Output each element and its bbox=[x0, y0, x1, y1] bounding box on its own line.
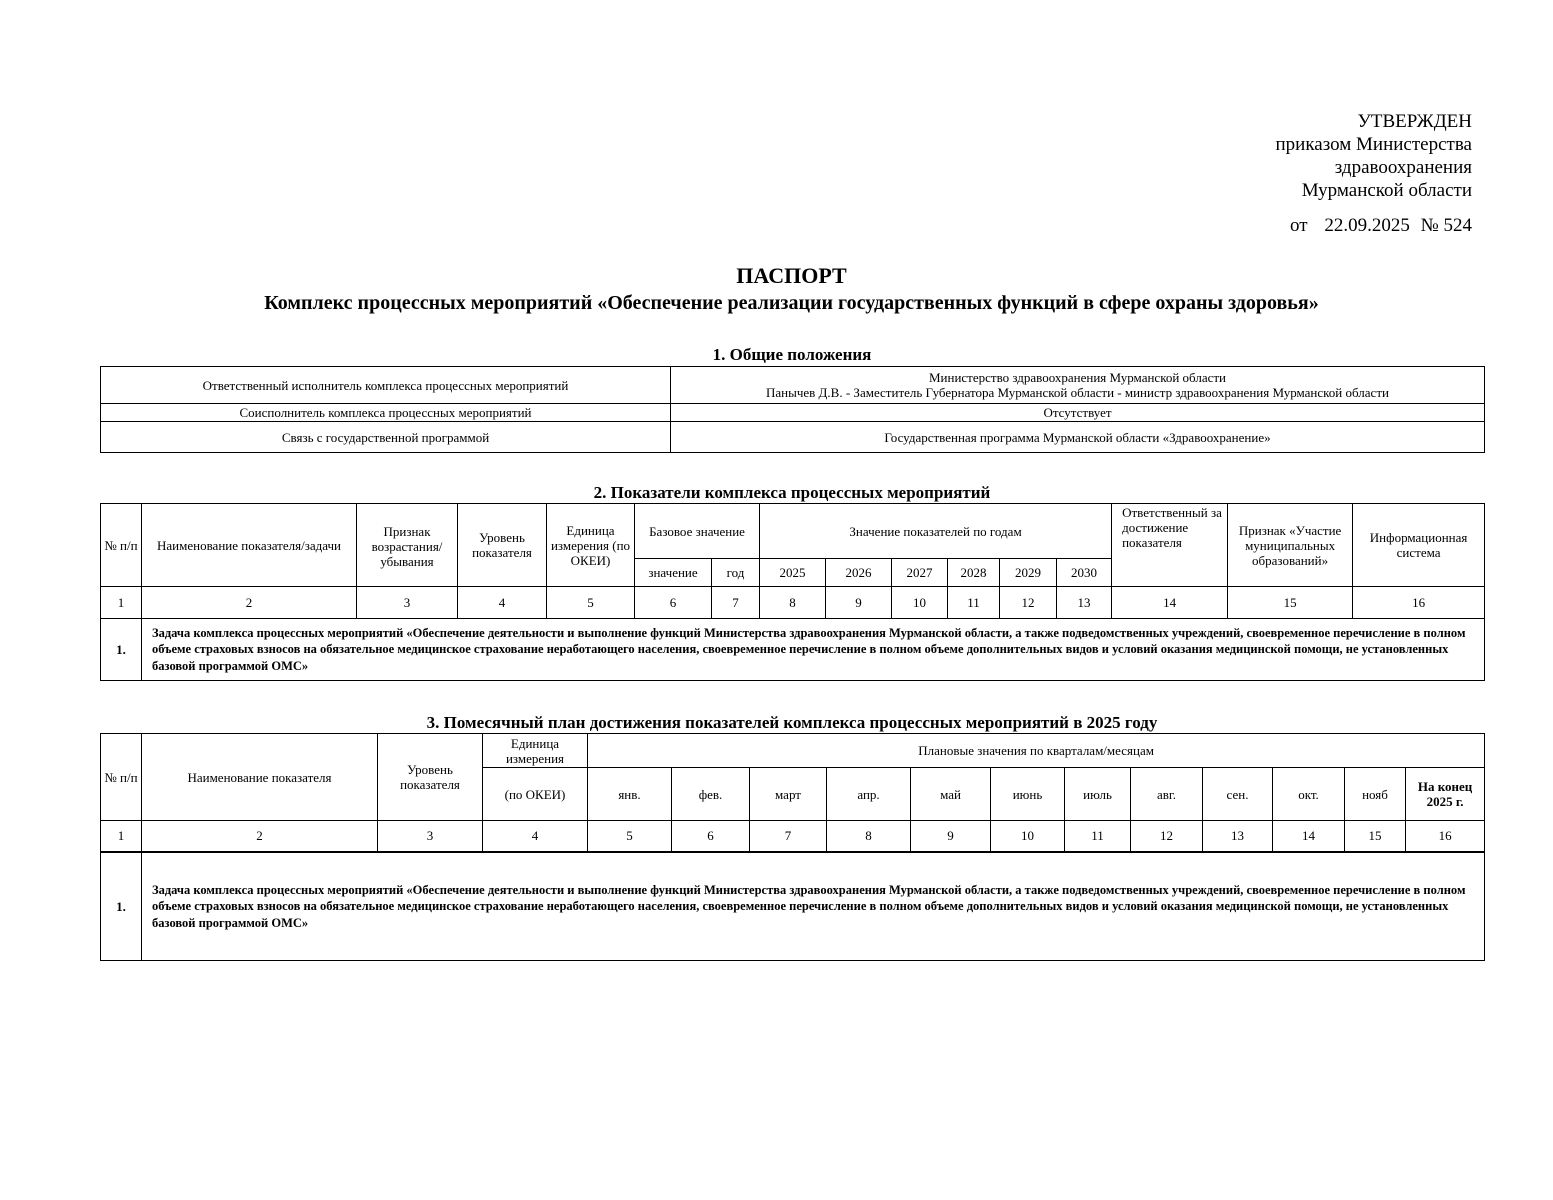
col-header-base-value: значение bbox=[635, 559, 712, 587]
col-header-month: сен. bbox=[1203, 768, 1273, 821]
col-header-month: фев. bbox=[672, 768, 750, 821]
indicators-table bbox=[100, 503, 1485, 681]
row-value: Государственная программа Мурманской области «Здравоохранение» bbox=[671, 422, 1485, 453]
col-header-month: март bbox=[750, 768, 827, 821]
monthly-plan-table bbox=[100, 733, 1485, 961]
col-header-year: 2027 bbox=[892, 559, 948, 587]
row-label: Соисполнитель комплекса процессных мероприятий bbox=[101, 404, 671, 422]
col-number: 3 bbox=[357, 587, 458, 619]
approval-line-1: УТВЕРЖДЕН bbox=[1357, 111, 1472, 132]
col-header-unit-sub: (по ОКЕИ) bbox=[483, 768, 588, 821]
col-number: 15 bbox=[1345, 821, 1406, 852]
col-number: 10 bbox=[892, 587, 948, 619]
col-number: 12 bbox=[1000, 587, 1057, 619]
col-header-month: апр. bbox=[827, 768, 911, 821]
header-row bbox=[101, 734, 1485, 768]
table-row bbox=[101, 404, 1485, 422]
row-value bbox=[671, 367, 1485, 404]
col-number: 5 bbox=[547, 587, 635, 619]
col-number: 11 bbox=[948, 587, 1000, 619]
col-header-year: 2029 bbox=[1000, 559, 1057, 587]
col-header-month: нояб bbox=[1345, 768, 1406, 821]
col-number: 16 bbox=[1406, 821, 1485, 852]
col-number: 8 bbox=[760, 587, 826, 619]
col-header-month: июнь bbox=[991, 768, 1065, 821]
col-number: 15 bbox=[1228, 587, 1353, 619]
column-number-row bbox=[101, 821, 1485, 852]
col-header-plan: Плановые значения по кварталам/месяцам bbox=[588, 734, 1485, 768]
col-number: 4 bbox=[458, 587, 547, 619]
col-header-year: 2028 bbox=[948, 559, 1000, 587]
col-number: 9 bbox=[911, 821, 991, 852]
col-header-level: Уровень показателя bbox=[378, 734, 483, 821]
row-label: Связь с государственной программой bbox=[101, 422, 671, 453]
document-title: ПАСПОРТ bbox=[736, 263, 847, 288]
col-header-name: Наименование показателя bbox=[142, 734, 378, 821]
col-header-month: авг. bbox=[1131, 768, 1203, 821]
col-header-month: окт. bbox=[1273, 768, 1345, 821]
col-header-unit: Единица измерения bbox=[483, 734, 588, 768]
col-number: 6 bbox=[672, 821, 750, 852]
col-number: 13 bbox=[1057, 587, 1112, 619]
col-header-year: 2026 bbox=[826, 559, 892, 587]
col-number: 11 bbox=[1065, 821, 1131, 852]
col-number: 14 bbox=[1112, 587, 1228, 619]
col-header-month: июль bbox=[1065, 768, 1131, 821]
approval-number: № 524 bbox=[1420, 215, 1472, 236]
row-value: Отсутствует bbox=[671, 404, 1485, 422]
document-subtitle: Комплекс процессных мероприятий «Обеспечение реализации государственных функций в сфере охраны здоровья» bbox=[264, 292, 1319, 314]
task-row bbox=[101, 619, 1485, 681]
approval-block bbox=[1276, 110, 1472, 237]
task-text: Задача комплекса процессных мероприятий «Обеспечение деятельности и выполнение функций Министерства здравоохранения Мурманской области, а также подведомственных учреждений, своевременное перечисление в полном объеме страховых взносов на обязательное медицинское страхование неработающего населения, своевременное перечисление в полном объеме дополнительных видов и условий оказания медицинской помощи, не установленных базовой программой ОМС» bbox=[142, 852, 1485, 961]
col-number: 1 bbox=[101, 821, 142, 852]
table-row bbox=[101, 367, 1485, 404]
approval-date: 22.09.2025 bbox=[1324, 215, 1410, 236]
col-header-year: 2030 bbox=[1057, 559, 1112, 587]
col-header-unit: Единица измерения (по ОКЕИ) bbox=[547, 504, 635, 587]
col-number: 12 bbox=[1131, 821, 1203, 852]
col-number: 1 bbox=[101, 587, 142, 619]
approval-line-3: здравоохранения bbox=[1334, 157, 1472, 178]
table-row bbox=[101, 422, 1485, 453]
col-number: 9 bbox=[826, 587, 892, 619]
col-number: 2 bbox=[142, 821, 378, 852]
section2-title: 2. Показатели комплекса процессных мероприятий bbox=[593, 483, 991, 502]
section1-title: 1. Общие положения bbox=[712, 345, 872, 364]
col-header-years: Значение показателей по годам bbox=[760, 504, 1112, 559]
col-number: 13 bbox=[1203, 821, 1273, 852]
col-number: 10 bbox=[991, 821, 1065, 852]
col-header-year: 2025 bbox=[760, 559, 826, 587]
header-row bbox=[101, 504, 1485, 559]
col-header-sign: Признак возрастания/ убывания bbox=[357, 504, 458, 587]
col-header-month: янв. bbox=[588, 768, 672, 821]
task-row bbox=[101, 852, 1485, 961]
approval-date-prefix: от bbox=[1290, 215, 1308, 236]
col-number: 6 bbox=[635, 587, 712, 619]
section3-title: 3. Помесячный план достижения показателей комплекса процессных мероприятий в 2025 году bbox=[426, 713, 1158, 732]
col-header-name: Наименование показателя/задачи bbox=[142, 504, 357, 587]
col-header-end-year: На конец 2025 г. bbox=[1406, 768, 1485, 821]
col-header-level: Уровень показателя bbox=[458, 504, 547, 587]
col-number: 16 bbox=[1353, 587, 1485, 619]
approval-line-4: Мурманской области bbox=[1301, 180, 1472, 201]
col-number: 3 bbox=[378, 821, 483, 852]
col-number: 7 bbox=[750, 821, 827, 852]
col-number: 4 bbox=[483, 821, 588, 852]
task-number: 1. bbox=[101, 619, 142, 681]
row-label: Ответственный исполнитель комплекса процессных мероприятий bbox=[101, 367, 671, 404]
row-value-line: Министерство здравоохранения Мурманской области bbox=[928, 370, 1227, 385]
task-text: Задача комплекса процессных мероприятий «Обеспечение деятельности и выполнение функций Министерства здравоохранения Мурманской области, а также подведомственных учреждений, своевременное перечисление в полном объеме страховых взносов на обязательное медицинское страхование неработающего населения, своевременное перечисление в полном объеме дополнительных видов и условий оказания медицинской помощи, не установленных базовой программой ОМС» bbox=[142, 619, 1485, 681]
col-header-municipal: Признак «Участие муниципальных образований» bbox=[1228, 504, 1353, 587]
col-number: 7 bbox=[712, 587, 760, 619]
col-number: 14 bbox=[1273, 821, 1345, 852]
col-header-month: май bbox=[911, 768, 991, 821]
col-header-infosystem: Информационная система bbox=[1353, 504, 1485, 587]
approval-line-2: приказом Министерства bbox=[1275, 134, 1472, 155]
row-value-line: Панычев Д.В. - Заместитель Губернатора Мурманской области - министр здравоохранения Мурманской области bbox=[766, 385, 1389, 400]
col-header-num: № п/п bbox=[101, 504, 142, 587]
col-number: 5 bbox=[588, 821, 672, 852]
task-number: 1. bbox=[101, 852, 142, 961]
col-header-base: Базовое значение bbox=[635, 504, 760, 559]
col-header-responsible: Ответственный за достижение показателя bbox=[1112, 504, 1228, 587]
column-number-row bbox=[101, 587, 1485, 619]
approval-order-line bbox=[1276, 214, 1472, 237]
col-header-base-year: год bbox=[712, 559, 760, 587]
col-number: 2 bbox=[142, 587, 357, 619]
general-provisions-table bbox=[100, 366, 1485, 453]
col-header-num: № п/п bbox=[101, 734, 142, 821]
col-number: 8 bbox=[827, 821, 911, 852]
